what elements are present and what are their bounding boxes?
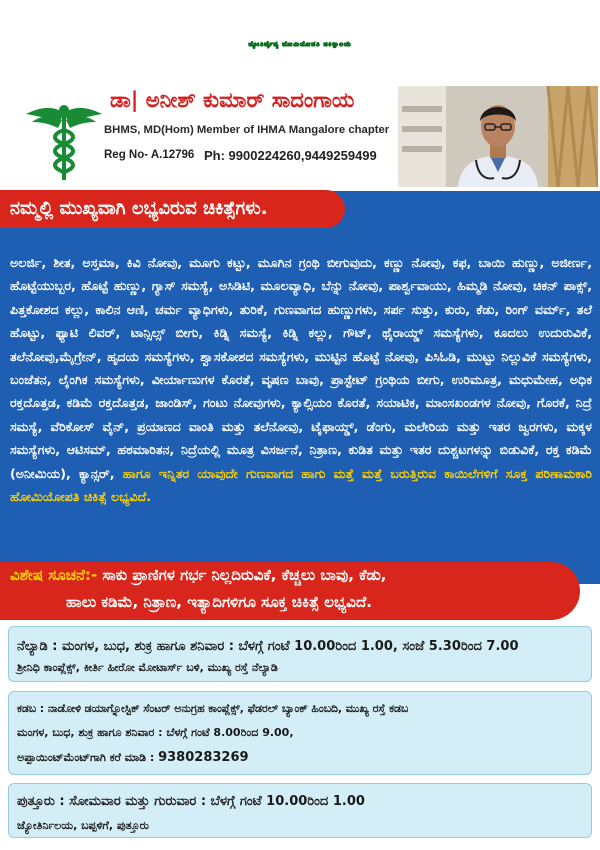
special-note: [0, 562, 580, 620]
registration-number: Reg No- A.12796: [104, 149, 195, 161]
location-kadaba-timing: ಮಂಗಳ, ಬುಧ, ಶುಕ್ರ ಹಾಗೂ ಶನಿವಾರ : ಬೆಳಗ್ಗೆ ಗಂಟೆ 8.00ರಿಂದ 9.00,: [17, 726, 294, 739]
location-puttur: [8, 783, 592, 838]
doctor-photo-illustration: [398, 86, 598, 187]
location-puttur-timing: ಪುತ್ತೂರು : ಸೋಮವಾರ ಮತ್ತು ಗುರುವಾರ : ಬೆಳಗ್ಗೆ ಗಂಟೆ 10.00ರಿಂದ 1.00: [17, 794, 365, 809]
treatments-list: [10, 251, 592, 561]
appointment-phone: 9380283269: [158, 750, 249, 765]
location-kadaba: [8, 691, 592, 775]
caduceus-icon: [24, 100, 104, 182]
special-note-text1: ಸಾಕು ಪ್ರಾಣಿಗಳ ಗರ್ಭ ನಿಲ್ಲದಿರುವಿಕೆ, ಕೆಚ್ಚಲು ಬಾವು, ಕೆಡು,: [102, 566, 387, 584]
appointment-label: ಅಪ್ಪಾಯಿಂಟ್‌ಮೆಂಟ್‌ಗಾಗಿ ಕರೆ ಮಾಡಿ :: [17, 751, 155, 764]
treatments-banner: [0, 190, 345, 228]
location-nelyadi-timing: ನೆಲ್ಯಾಡಿ : ಮಂಗಳ, ಬುಧ, ಶುಕ್ರ ಹಾಗೂ ಶನಿವಾರ : ಬೆಳಗ್ಗೆ ಗಂಟೆ 10.00ರಿಂದ 1.00, ಸಂಜೆ 5.30ರಿಂದ 7.00: [17, 639, 519, 654]
clinic-title: ಜ್ಯೋತಿರ್ವೈದ್ಯ ಹೋಮಿಯೋಪತಿ ಚಿಕಿತ್ಸಾಲಯ: [248, 41, 352, 48]
doctor-name: ಡಾ| ಅನೀಶ್ ಕುಮಾರ್ ಸಾದಂಗಾಯ: [110, 88, 355, 112]
doctor-qualifications: BHMS, MD(Hom) Member of IHMA Mangalore chapter: [104, 124, 390, 136]
doctor-phone: Ph: 9900224260,9449259499: [204, 148, 377, 163]
location-kadaba-address: ಕಡಬ : ನಾಡೋಳಿ ಡಯಾಗ್ನೋಸ್ಟಿಕ್ ಸೆಂಟರ್ ಅನುಗ್ರಹ ಕಾಂಪ್ಲೆಕ್ಸ್, ಫೆಡರಲ್ ಬ್ಯಾಂಕ್ ಹಿಂಬದಿ, ಮುಖ್ಯ ರಸ್ತೆ ಕಡಬ: [17, 702, 409, 715]
location-nelyadi-address: ಶ್ರೀನಿಧಿ ಕಾಂಪ್ಲೆಕ್ಸ್, ಕೀರ್ತಿ ಹೀರೋ ಮೋಟಾರ್ಸ್ ಬಳಿ, ಮುಖ್ಯ ರಸ್ತೆ ನೆಲ್ಯಾಡಿ: [17, 661, 278, 674]
location-puttur-address: ಜ್ಯೋತಿರ್ನಿಲಯ, ಬಪ್ಪಳಿಗೆ, ಪುತ್ತೂರು: [17, 819, 149, 832]
location-nelyadi: [8, 626, 592, 682]
treatments-banner-text: ನಮ್ಮಲ್ಲಿ ಮುಖ್ಯವಾಗಿ ಲಭ್ಯವಿರುವ ಚಿಕಿತ್ಸೆಗಳು.: [10, 198, 268, 219]
treatments-text: ಅಲರ್ಜಿ, ಶೀತ, ಅಸ್ತಮಾ, ಕಿವಿ ನೋವು, ಮೂಗು ಕಟ್ಟು, ಮೂಗಿನ ಗ್ರಂಥಿ ಬೀಗುವುದು, ಕಣ್ಣು ನೋವು, ಕಫ, ಬಾಯಿ ಹುಣ್ಣು, ಅಜೀರ್ಣ, ಹೊಟ್ಟೆಯುಬ್ಬರ, ಹೊಟ್ಟೆ ಹುಣ್ಣು, ಗ್ಯಾಸ್ ಸಮಸ್ಯೆ, ಅಸಿಡಿಟಿ, ಮೂಲವ್ಯಾಧಿ, ಬೆನ್ನು ನೋವು, ಪಾರ್ಶ್ವವಾಯು, ಹಿಮ್ಮಡಿ ನೋವು, ಚಿಕನ್ ಪಾಕ್ಸ್, ಪಿತ್ತಕೋಶದ ಕಲ್ಲು, ಕಾಲಿನ ಆಣಿ, ಚರ್ಮ ವ್ಯಾಧಿಗಳು, ತುರಿಕೆ, ಗುಣವಾಗದ ಹುಣ್ಣುಗಳು, ಸರ್ಪ ಸುತ್ತು, ಕುರು, ಕೆಡು, ರಿಂಗ್ ವರ್ಮ್, ತಲೆ ಹೊಟ್ಟು, ಫ್ಯಾಟಿ ಲಿವರ್, ಟಾನ್ಸಿಲ್ಸ್ ಬೀಗು, ಕಿಡ್ನಿ ಸಮಸ್ಯೆ, ಕಿಡ್ನಿ ಕಲ್ಲು, ಗೌಟ್, ಥೈರಾಯ್ಡ್ ಸಮಸ್ಯೆಗಳು, ಕೂದಲು ಉದುರುವಿಕೆ, ತಲೆನೋವು,ಮೈಗ್ರೇನ್, ಹೃದಯ ಸಮಸ್ಯೆಗಳು, ಶ್ವಾಸಕೋಶದ ಸಮಸ್ಯೆಗಳು, ಮುಟ್ಟಿನ ಹೊಟ್ಟೆ ನೋವು, ಪಿಸಿಓಡಿ, ಮುಟ್ಟು ನಿಲ್ಲುವಿಕೆ ಸಮಸ್ಯೆಗಳು, ಬಂಜೆತನ, ಲೈಂಗಿಕ ಸಮಸ್ಯೆಗಳು, ವೀರ್ಯಾಣುಗಳ ಕೊರತೆ, ವೃಷಣ ಬಾವು, ಪ್ರಾಸ್ಟೇಟ್ ಗ್ರಂಥಿಯ ಬೀಗು, ಉರಿಮೂತ್ರ, ಮಧುಮೇಹ, ಅಧಿಕ ರಕ್ತದೊತ್ತಡ, ಕಡಿಮೆ ರಕ್ತದೊತ್ತಡ, ಜಾಂಡಿಸ್, ಗಂಟು ನೋವುಗಳು, ಕ್ಯಾಲ್ಸಿಯಂ ಕೊರತೆ, ಸಯಾಟಿಕ, ಮಾಂಸಖಂಡಗಳ ನೋವು, ಗೊರಕೆ, ನಿದ್ರೆ ಸಮಸ್ಯೆ, ವೆರಿಕೋಸ್ ವೈನ್, ಪ್ರಯಾಣದ ವಾಂತಿ ಮತ್ತು ತಲೆನೋವು, ಟೈಫಾಯ್ಡ್, ಡೆಂಗು, ಮಲೇರಿಯ ಮತ್ತು ಇತರ ಜ್ವರಗಳು, ಮಕ್ಕಳ ಸಮಸ್ಯೆಗಳು, ಆಟಿಸಮ್, ಹಠಮಾರಿತನ, ನಿದ್ರೆಯಲ್ಲಿ ಮೂತ್ರ ವಿಸರ್ಜನೆ, ನಿತ್ರಾಣ, ಕುಡಿತ ಮತ್ತು ಇತರ ದುಶ್ಚಟಗಳನ್ನು ಬಿಡುವಿಕೆ, ರಕ್ತ ಕಡಿಮೆ (ಅನೀಮಿಯ), ಕ್ಯಾನ್ಸರ್,: [10, 255, 592, 481]
doctor-photo: [398, 86, 598, 187]
special-note-line2: ಹಾಲು ಕಡಿಮೆ, ನಿತ್ರಾಣ, ಇತ್ಯಾದಿಗಳಿಗೂ ಸೂಕ್ತ ಚಿಕಿತ್ಸೆ ಲಭ್ಯವಿದೆ.: [66, 593, 372, 611]
treatments-highlight: ಹಾಗೂ ಇನ್ನಿತರ ಯಾವುದೇ ಗುಣವಾಗದ ಹಾಗು ಮತ್ತೆ ಮತ್ತೆ ಬರುತ್ತಿರುವ ಕಾಯಿಲೆಗಳಿಗೆ ಸೂಕ್ತ ಪರಿಣಾಮಕಾರಿ ಹೋಮಿಯೋಪತಿ ಚಿಕಿತ್ಸೆ ಲಭ್ಯವಿದೆ.: [10, 465, 592, 505]
special-note-label: ವಿಶೇಷ ಸೂಚನೆ:-: [10, 566, 98, 584]
special-note-line1: [10, 566, 387, 584]
location-kadaba-appointment: [17, 750, 249, 765]
